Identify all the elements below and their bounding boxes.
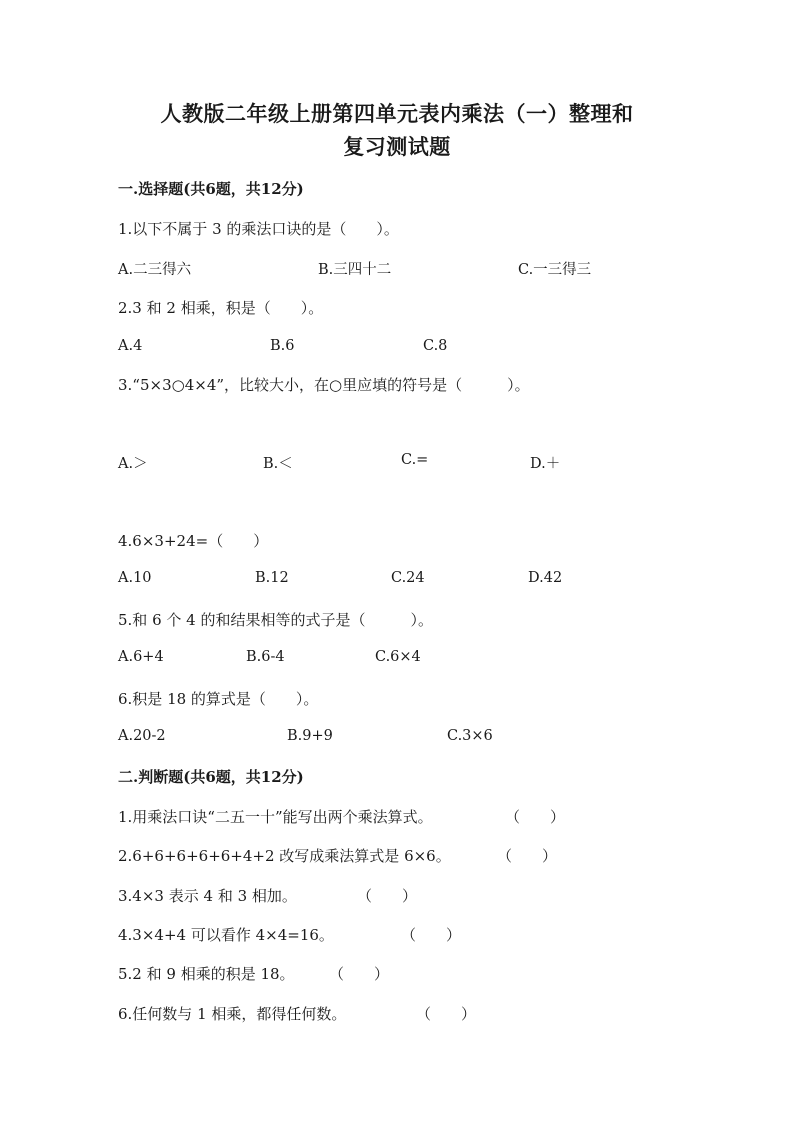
choice-question-1: 1.以下不属于 3 的乘法口诀的是（ ）。	[118, 220, 399, 238]
judgement-question-2: 2.6+6+6+6+6+4+2 改写成乘法算式是 6×6。	[118, 847, 451, 865]
judgement-question-3: 3.4×3 表示 4 和 3 相加。	[118, 887, 297, 905]
section-heading-judgement: 二.判断题(共6题，共12分)	[118, 768, 304, 786]
section-heading-choice: 一.选择题(共6题，共12分)	[118, 180, 304, 198]
page-title-line1: 人教版二年级上册第四单元表内乘法（一）整理和	[160, 101, 634, 126]
choice-q3-option-a: A.＞	[118, 456, 148, 472]
choice-q1-option-b: B.三四十二	[318, 262, 392, 278]
choice-q5-option-b: B.6-4	[246, 649, 285, 665]
judgement-q6-answer-blank: （ ）	[416, 1005, 477, 1023]
choice-q6-option-c: C.3×6	[447, 728, 493, 744]
choice-q1-option-c: C.一三得三	[518, 262, 592, 278]
choice-question-6: 6.积是 18 的算式是（ ）。	[118, 690, 319, 708]
choice-question-2: 2.3 和 2 相乘，积是（ ）。	[118, 299, 324, 317]
judgement-question-5: 5.2 和 9 相乘的积是 18。	[118, 965, 295, 983]
choice-q3-option-d: D.＋	[530, 456, 561, 472]
judgement-question-1: 1.用乘法口诀“二五一十”能写出两个乘法算式。	[118, 808, 433, 826]
choice-q2-option-a: A.4	[118, 338, 143, 354]
choice-q6-option-a: A.20-2	[118, 728, 166, 744]
choice-question-5: 5.和 6 个 4 的和结果相等的式子是（ ）。	[118, 611, 433, 629]
judgement-q5-answer-blank: （ ）	[329, 965, 390, 983]
choice-q5-option-c: C.6×4	[375, 649, 421, 665]
page-title-line2: 复习测试题	[343, 134, 451, 159]
choice-q2-option-c: C.8	[423, 338, 448, 354]
choice-question-4: 4.6×3+24=（ ）	[118, 532, 269, 550]
choice-q4-option-a: A.10	[118, 570, 152, 586]
choice-q3-option-b: B.＜	[263, 456, 293, 472]
choice-q2-option-b: B.6	[270, 338, 295, 354]
choice-question-3: 3.“5×3○4×4”，比较大小，在○里应填的符号是（ ）。	[118, 376, 530, 394]
judgement-question-6: 6.任何数与 1 相乘，都得任何数。	[118, 1005, 347, 1023]
choice-q4-option-b: B.12	[255, 570, 289, 586]
choice-q4-option-c: C.24	[391, 570, 425, 586]
choice-q6-option-b: B.9+9	[287, 728, 333, 744]
judgement-question-4: 4.3×4+4 可以看作 4×4=16。	[118, 926, 334, 944]
choice-q5-option-a: A.6+4	[118, 649, 164, 665]
choice-q3-option-c: C.=	[401, 452, 429, 468]
choice-q1-option-a: A.二三得六	[118, 262, 192, 278]
judgement-q3-answer-blank: （ ）	[357, 887, 418, 905]
judgement-q4-answer-blank: （ ）	[401, 926, 462, 944]
choice-q4-option-d: D.42	[528, 570, 563, 586]
judgement-q2-answer-blank: （ ）	[497, 847, 558, 865]
judgement-q1-answer-blank: （ ）	[505, 808, 566, 826]
